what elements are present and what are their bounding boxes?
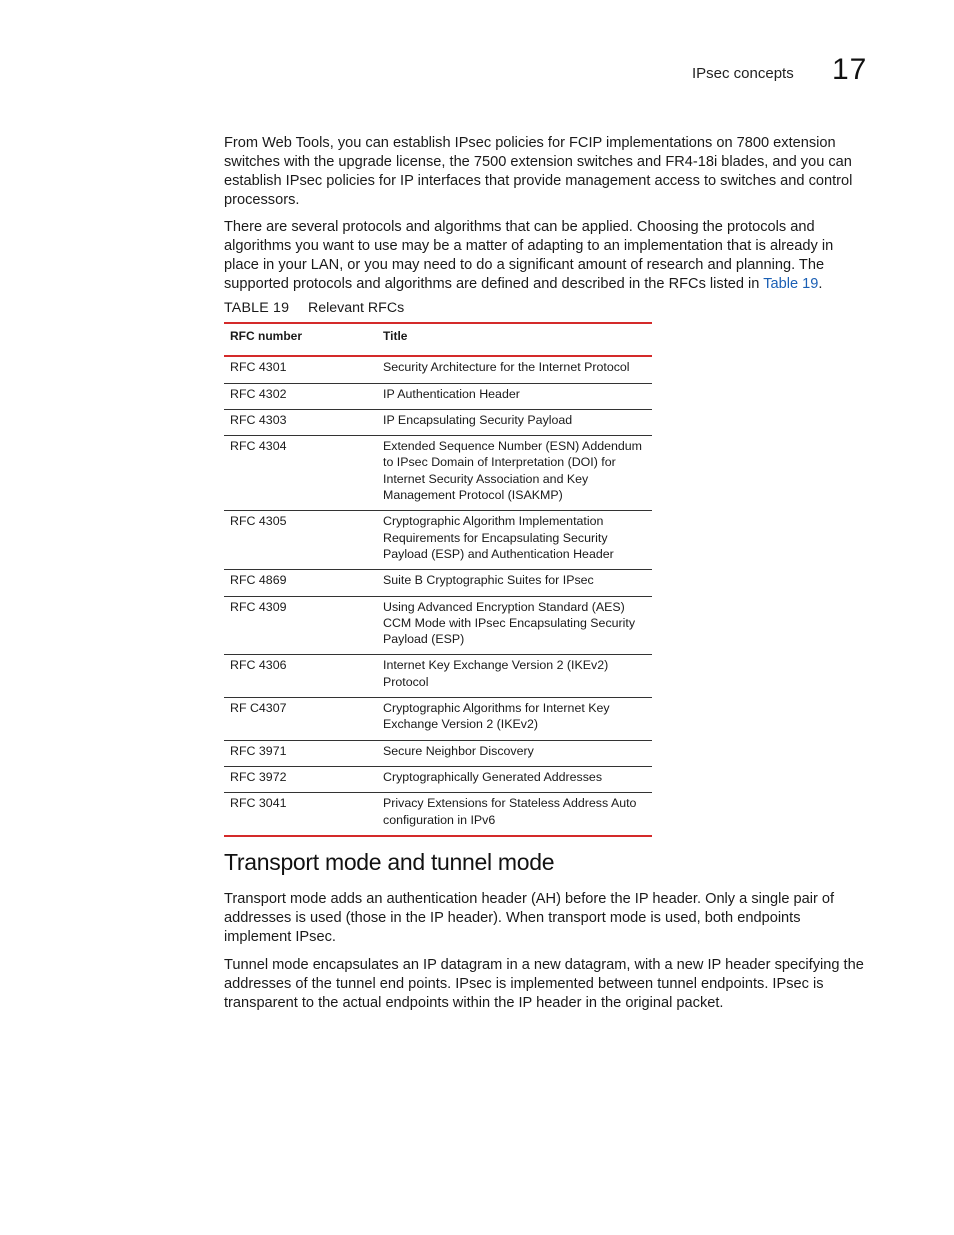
- column-header-title: Title: [383, 329, 408, 343]
- table-row: [224, 409, 652, 435]
- tunnel-mode-paragraph: Tunnel mode encapsulates an IP datagram in a new datagram, with a new IP header specifying the addresses of the tunnel end points. IPsec is implemented between tunnel endpoints. IPsec is transparent to the actual endpoints within the IP header in the original packet.: [224, 957, 864, 1011]
- intro-paragraph: From Web Tools, you can establish IPsec policies for FCIP implementations on 7800 extension switches with the upgrade license, the 7500 extension switches and FR4-18i blades, and you can establish IPsec policies for IP interfaces that provide management access to switches and control processors.: [224, 135, 853, 208]
- rfc-title-cell: Extended Sequence Number (ESN) Addendum to IPsec Domain of Interpretation (DOI) for Internet Security Association and Key Management Protocol (ISAKMP): [377, 436, 652, 511]
- protocols-paragraph: [224, 218, 869, 294]
- rfc-number-cell: RFC 3041: [224, 793, 377, 836]
- running-header-section-title: IPsec concepts: [692, 65, 794, 82]
- table-caption: [224, 300, 405, 316]
- table-row: [224, 356, 652, 383]
- table-row: [224, 570, 652, 596]
- protocols-paragraph-end: .: [818, 276, 823, 292]
- table-row: [224, 766, 652, 792]
- rfc-title-cell: Using Advanced Encryption Standard (AES) CCM Mode with IPsec Encapsulating Security Payload (ESP): [377, 596, 652, 655]
- rfc-title-cell: Cryptographically Generated Addresses: [377, 766, 652, 792]
- table-row: [224, 383, 652, 409]
- table-row: [224, 596, 652, 655]
- rfc-title-cell: IP Encapsulating Security Payload: [377, 409, 652, 435]
- table-row: [224, 740, 652, 766]
- chapter-number: 17: [832, 53, 868, 86]
- column-header-rfc-number: RFC number: [230, 329, 302, 343]
- rfc-title-cell: Internet Key Exchange Version 2 (IKEv2) Protocol: [377, 655, 652, 698]
- rfc-number-cell: RFC 4302: [224, 383, 377, 409]
- rfc-title-cell: Cryptographic Algorithm Implementation Requirements for Encapsulating Security Payload (ESP) and Authentication Header: [377, 511, 652, 570]
- table-label: TABLE 19: [224, 300, 290, 316]
- rfc-number-cell: RFC 4305: [224, 511, 377, 570]
- rfc-number-cell: RF C4307: [224, 698, 377, 741]
- table-row: [224, 655, 652, 698]
- rfc-number-cell: RFC 4869: [224, 570, 377, 596]
- table-row: [224, 698, 652, 741]
- rfc-title-cell: Cryptographic Algorithms for Internet Key Exchange Version 2 (IKEv2): [377, 698, 652, 741]
- rfc-table: [224, 322, 652, 837]
- rfc-title-cell: IP Authentication Header: [377, 383, 652, 409]
- table-header-row: [224, 323, 652, 356]
- rfc-number-cell: RFC 4304: [224, 436, 377, 511]
- rfc-title-cell: Suite B Cryptographic Suites for IPsec: [377, 570, 652, 596]
- rfc-number-cell: RFC 4309: [224, 596, 377, 655]
- section-heading: Transport mode and tunnel mode: [224, 849, 555, 875]
- rfc-number-cell: RFC 4303: [224, 409, 377, 435]
- rfc-title-cell: Secure Neighbor Discovery: [377, 740, 652, 766]
- table-row: [224, 793, 652, 836]
- rfc-number-cell: RFC 3971: [224, 740, 377, 766]
- rfc-title-cell: Security Architecture for the Internet Protocol: [377, 356, 652, 383]
- table-title: Relevant RFCs: [308, 300, 405, 316]
- transport-mode-paragraph: Transport mode adds an authentication header (AH) before the IP header. Only a single pair of addresses is used (those in the IP header). When transport mode is used, both endpoints implement IPsec.: [224, 891, 835, 945]
- table-19-link[interactable]: Table 19: [763, 276, 819, 292]
- rfc-number-cell: RFC 4301: [224, 356, 377, 383]
- table-row: [224, 436, 652, 511]
- rfc-title-cell: Privacy Extensions for Stateless Address Auto configuration in IPv6: [377, 793, 652, 836]
- rfc-number-cell: RFC 4306: [224, 655, 377, 698]
- rfc-number-cell: RFC 3972: [224, 766, 377, 792]
- protocols-paragraph-text: There are several protocols and algorithms that can be applied. Choosing the protocols and algorithms you want to use may be a matter of adapting to an implementation that is already in place in your LAN, or you may need to do a significant amount of research and planning. The supported protocols and algorithms are defined and described in the RFCs listed in: [224, 219, 834, 292]
- table-row: [224, 511, 652, 570]
